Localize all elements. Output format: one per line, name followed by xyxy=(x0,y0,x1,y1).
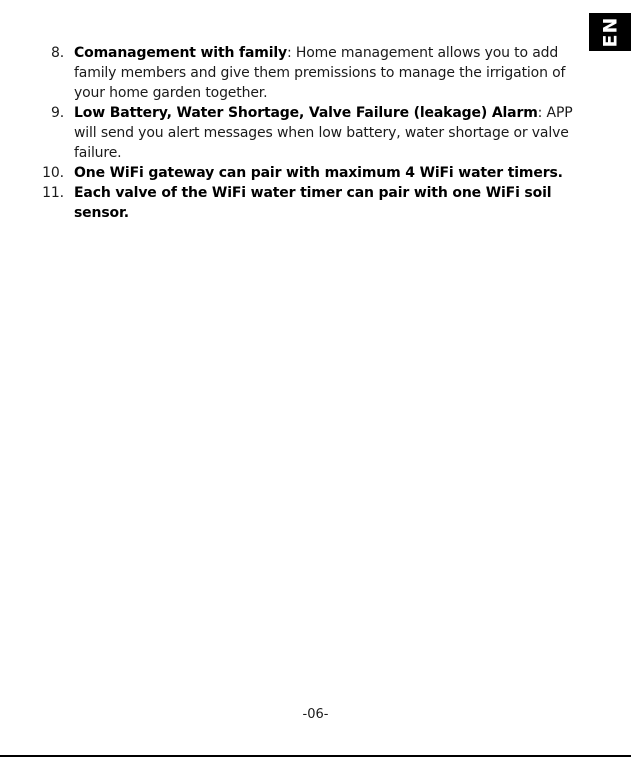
item-separator: : xyxy=(537,105,543,121)
list-item xyxy=(0,183,590,223)
item-title: Comanagement with family xyxy=(74,45,287,61)
item-number: 11. xyxy=(42,185,64,201)
feature-list xyxy=(0,43,590,223)
page-number: -06- xyxy=(302,707,329,722)
item-text: Home management allows you to add family members and give them premissions to manage the irrigation of your home garden together. xyxy=(74,45,566,101)
language-tab xyxy=(589,13,631,51)
item-title: Each valve of the WiFi water timer can pair with one WiFi soil sensor. xyxy=(74,185,552,221)
item-number: 9. xyxy=(50,105,64,121)
item-title: Low Battery, Water Shortage, Valve Failure (leakage) Alarm xyxy=(74,105,538,121)
item-number: 8. xyxy=(50,45,64,61)
item-separator: : xyxy=(287,45,292,61)
list-item xyxy=(0,43,590,103)
item-number: 10. xyxy=(42,165,64,181)
list-item xyxy=(0,103,590,163)
item-text: APP will send you alert messages when low battery, water shortage or valve failure. xyxy=(74,105,573,161)
list-item xyxy=(0,163,590,183)
item-title: One WiFi gateway can pair with maximum 4 WiFi water timers. xyxy=(74,165,563,181)
language-tab-label: EN xyxy=(598,16,621,48)
